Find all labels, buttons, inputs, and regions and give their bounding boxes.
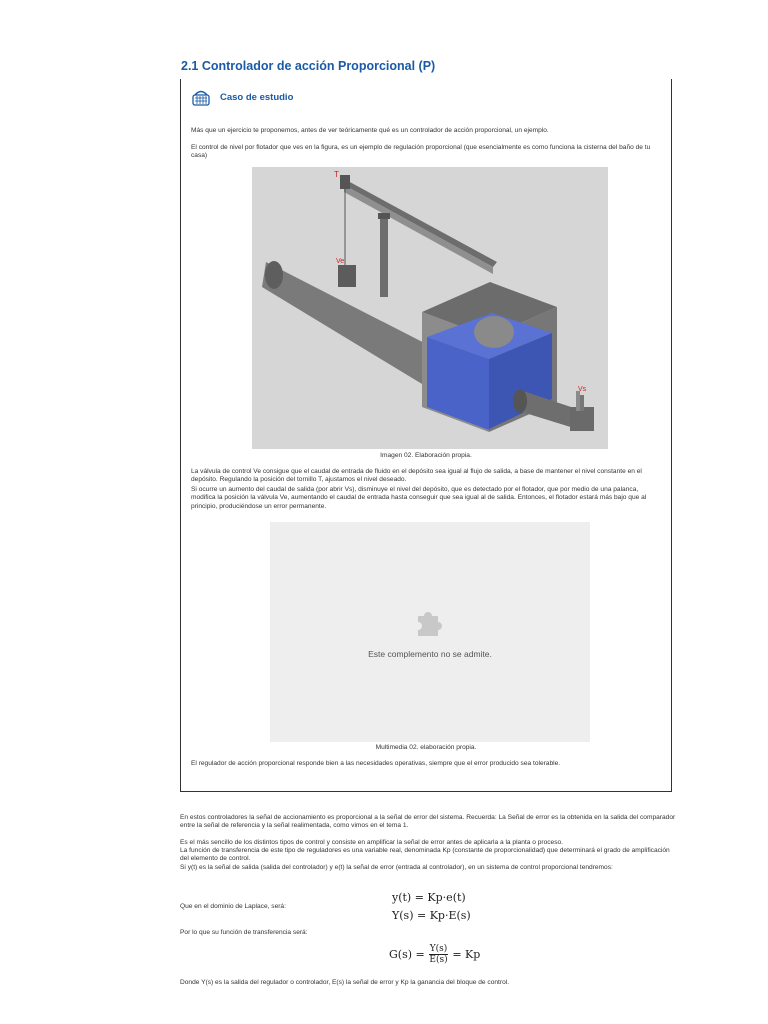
figure-label-ve: Ve bbox=[336, 258, 345, 265]
multimedia-caption: Multimedia 02. elaboración propia. bbox=[375, 744, 477, 751]
equation-denominator: E(s) bbox=[429, 955, 448, 965]
body-paragraph-4: Si y(t) es la señal de salida (salida del controlador) y e(t) la señal de error (entrada al controlador), en un sistema de control proporcional tendremos: bbox=[180, 864, 613, 871]
body-paragraph-2: Es el más sencillo de los distintos tipos de control y consiste en amplificar la señal de error antes de aplicarla a la planta o proceso. bbox=[180, 839, 564, 846]
float-level-control-figure bbox=[252, 167, 608, 449]
figure-label-t: T bbox=[334, 170, 339, 179]
equation-numerator: Y(s) bbox=[429, 944, 448, 954]
case-study-header bbox=[191, 87, 293, 107]
case-paragraph-5: El regulador de acción proporcional responde bien a las necesidades operativas, siempre que el error producido sea tolerable. bbox=[191, 760, 561, 767]
plugin-message: Este complemento no se admite. bbox=[368, 649, 492, 659]
equation-rhs: = Kp bbox=[452, 948, 481, 961]
body-paragraph-1: En estos controladores la señal de accionamiento es proporcional a la señal de error del sistema. Recuerda: La Señal de error es la obtenida en la salida del comparador entre la señal de referencia y la señal realimentada, como vimos en el tema 1. bbox=[180, 814, 676, 830]
figure-label-vs: Vs bbox=[578, 386, 587, 393]
unsupported-plugin-placeholder bbox=[270, 522, 590, 742]
case-paragraph-4: Si ocurre un aumento del caudal de salida (por abrir Vs), disminuye el nivel del depósito, que es detectado por el flotador, que por medio de una palanca, modifica la posición la válvula Ve, aumentando el caudal de entrada hasta conseguir que sea igual al de salida. Entonces, el flotador estará más bajo que al principio, produciéndose un error permanente. bbox=[191, 486, 647, 510]
equation-lhs: G(s) = bbox=[389, 948, 425, 961]
figure-caption: Imagen 02. Elaboración propia. bbox=[380, 452, 472, 459]
puzzle-piece-icon bbox=[412, 606, 446, 640]
basket-icon bbox=[191, 87, 211, 107]
body-paragraph-6: Por lo que su función de transferencia será: bbox=[180, 929, 308, 936]
body-paragraph-5: Que en el dominio de Laplace, será: bbox=[180, 903, 286, 910]
case-paragraph-1: Más que un ejercicio te proponemos, antes de ver teóricamente qué es un controlador de acción proporcional, un ejemplo. bbox=[191, 127, 549, 134]
equation-time-domain: y(t) = Kp·e(t) bbox=[392, 891, 466, 904]
case-study-box bbox=[180, 79, 672, 792]
case-paragraph-3: La válvula de control Ve consigue que el caudal de entrada de fluido en el depósito sea igual al flujo de salida, a base de mantener el nivel constante en el depósito. Regulando la posición del tornillo T, ajustamos el nivel deseado. bbox=[191, 468, 642, 484]
transfer-function-equation bbox=[389, 944, 480, 965]
section-title: 2.1 Controlador de acción Proporcional (P) bbox=[181, 59, 436, 73]
body-paragraph-3: La función de transferencia de este tipo de reguladores es una variable real, denominada Kp (constante de proporcionalidad) que determinará el grado de amplificación del elemento de control. bbox=[180, 847, 670, 863]
equation-laplace: Y(s) = Kp·E(s) bbox=[392, 909, 471, 922]
body-paragraph-7: Donde Y(s) es la salida del regulador o controlador, E(s) la señal de error y Kp la ganancia del bloque de control. bbox=[180, 979, 510, 986]
equation-fraction bbox=[429, 944, 449, 965]
case-study-title: Caso de estudio bbox=[220, 91, 294, 103]
case-paragraph-2: El control de nivel por flotador que ves en la figura, es un ejemplo de regulación proporcional (que esencialmente es como funciona la cisterna del baño de tu casa) bbox=[191, 144, 651, 160]
